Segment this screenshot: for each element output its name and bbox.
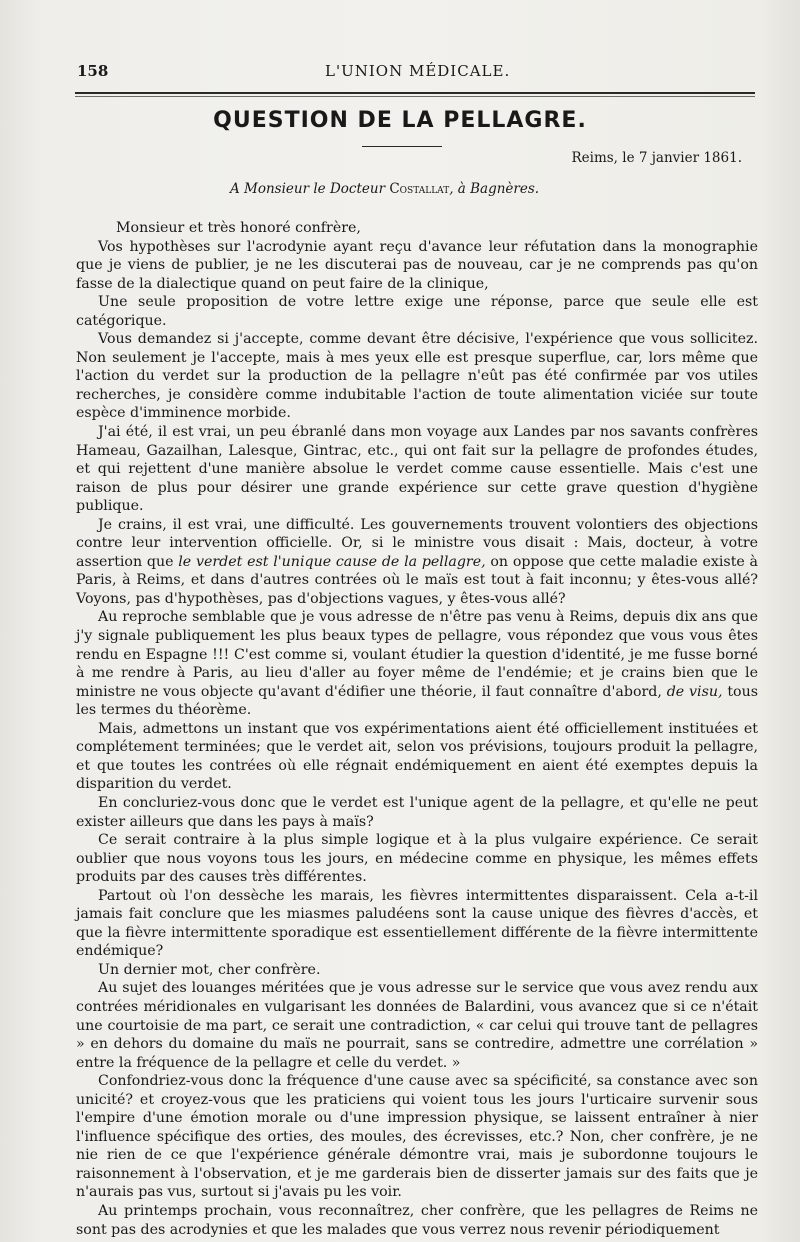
paragraph: Mais, admettons un instant que vos expérimentations aient été officiellement instituées et complétement terminées; que le verdet ait, selon vos prévisions, toujours produit la pellagre, et que toutes les contrées où elle régnait endémiquement en aient été exemptes depuis la disparition du verdet. [76, 720, 758, 793]
paragraph: Vos hypothèses sur l'acrodynie ayant reçu d'avance leur réfutation dans la monographie que je viens de publier, je ne les discuterai pas de nouveau, car je ne comprends pas qu'on fasse de la dialectique quand on peut faire de la clinique, [76, 238, 758, 292]
running-head: L'UNION MÉDICALE. [325, 62, 511, 80]
paragraph-text-tail: on oppose que cette maladie existe à Paris, à Reims, et dans d'autres contrées où le maïs est tout à fait inconnu; y êtes-vous allé? Voyons, pas d'hypothèses, pas d'objections vagues, y êtes-vous allé? [76, 553, 759, 607]
italic-phrase: de visu, [666, 683, 723, 700]
title-rule [362, 146, 442, 147]
paragraph: Au sujet des louanges méritées que je vous adresse sur le service que vous avez rendu aux contrées méridionales en vulgarisant les données de Balardini, vous avancez que si ce n'était une courtoisie de ma part, ce serait une contradiction, « car celui qui trouve tant de pellagres » en dehors du domaine du maïs ne pourrait, sans se contredire, admettre une corrélation » entre la fréquence de la pellagre et celle du verdet. » [76, 980, 758, 1071]
address-suffix: , à Bagnères. [449, 181, 540, 197]
paragraph-text: Au reproche semblable que je vous adresse de n'être pas venu à Reims, depuis dix ans que j'y signale publiquement les plus beaux types de pellagre, vous répondez que vous vous êtes rendu en Espagne !!! C'est comme si, voulant étudier la question d'identité, je me fusse borné à me rendre à Paris, au lieu d'aller au foyer même de l'endémie; et je crains bien que le ministre ne vous objecte qu'avant d'édifier une théorie, il faut connaître d'abord, [76, 609, 758, 700]
header-rule [75, 92, 755, 94]
page-number: 158 [77, 62, 109, 80]
paragraph: Un dernier mot, cher confrère. [98, 961, 321, 978]
article-body [76, 219, 758, 1239]
paragraph [76, 608, 758, 719]
paragraph: Ce serait contraire à la plus simple logique et à la plus vulgaire expérience. Ce serait oublier que nous voyons tous les jours, en médecine comme en physique, les mêmes effets produits par des causes très différentes. [76, 832, 758, 886]
dateline: Reims, le 7 janvier 1861. [571, 150, 742, 166]
paragraph: Confondriez-vous donc la fréquence d'une cause avec sa spécificité, sa constance avec son unicité? et croyez-vous que les praticiens qui voient tous les jours l'urticaire survenir sous l'empire d'une émotion morale ou d'une impression physique, se laissent entraîner à nier l'influence spécifique des orties, des moules, des écrevisses, etc.? Non, cher confrère, je ne nie rien de ce que l'expérience générale démontre vrai, mais je subordonne toujours le raisonnement à l'observation, et je me garderais bien de disserter jamais sur des faits que je n'aurais pas vus, surtout si j'avais pu les voir. [76, 1073, 758, 1201]
address-line [230, 181, 539, 197]
header-rule-thin [75, 96, 755, 97]
salutation: Monsieur et très honoré confrère, [116, 220, 361, 236]
paragraph: Au printemps prochain, vous reconnaîtrez, cher confrère, que les pellagres de Reims ne sont pas des acrodynies et que les malades que vous verrez nous revenir périodiquement [76, 1202, 758, 1238]
italic-quote: le verdet est l'unique cause de la pellagre, [178, 553, 486, 570]
paragraph: J'ai été, il est vrai, un peu ébranlé dans mon voyage aux Landes par nos savants confrères Hameau, Gazailhan, Lalesque, Gintrac, etc., qui ont fait sur la pellagre de profondes études, et qui rejettent d'une manière absolue le verdet comme cause essentielle. Mais c'est une raison de plus pour désirer une grande expérience sur cette grave question d'hygiène publique. [76, 424, 758, 515]
paragraph-text-tail: tous les termes du théorème. [76, 683, 759, 719]
address-prefix: A Monsieur le Docteur [230, 181, 386, 197]
paragraph: En concluriez-vous donc que le verdet est l'unique agent de la pellagre, et qu'elle ne peut exister ailleurs que dans les pays à maïs? [76, 794, 758, 830]
paragraph: Vous demandez si j'accepte, comme devant être décisive, l'expérience que vous sollicitez. Non seulement je l'accepte, mais à mes yeux elle est presque superflue, car, lors même que l'action du verdet sur la production de la pellagre n'eût pas été confirmée par vos utiles recherches, je considère comme indubitable l'action de toute alimentation viciée sur toute espèce d'imminence morbide. [76, 331, 758, 422]
article-title: QUESTION DE LA PELLAGRE. [213, 108, 587, 133]
paragraph [76, 516, 758, 609]
page-header [75, 58, 755, 86]
paragraph: Partout où l'on dessèche les marais, les fièvres intermittentes disparaissent. Cela a-t-il jamais fait conclure que les miasmes paludéens sont la cause unique des fièvres d'accès, et que la fièvre intermittente sporadique est essentiellement différente de la fièvre intermittente endémique? [76, 887, 758, 960]
paragraph-text: Je crains, il est vrai, une difficulté. Les gouvernements trouvent volontiers des objections contre leur intervention officielle. Or, si le ministre vous disait : Mais, docteur, à votre assertion que [76, 516, 758, 570]
paragraph: Une seule proposition de votre lettre exige une réponse, parce que seule elle est catégorique. [76, 294, 758, 329]
address-name: Costallat [389, 181, 450, 197]
